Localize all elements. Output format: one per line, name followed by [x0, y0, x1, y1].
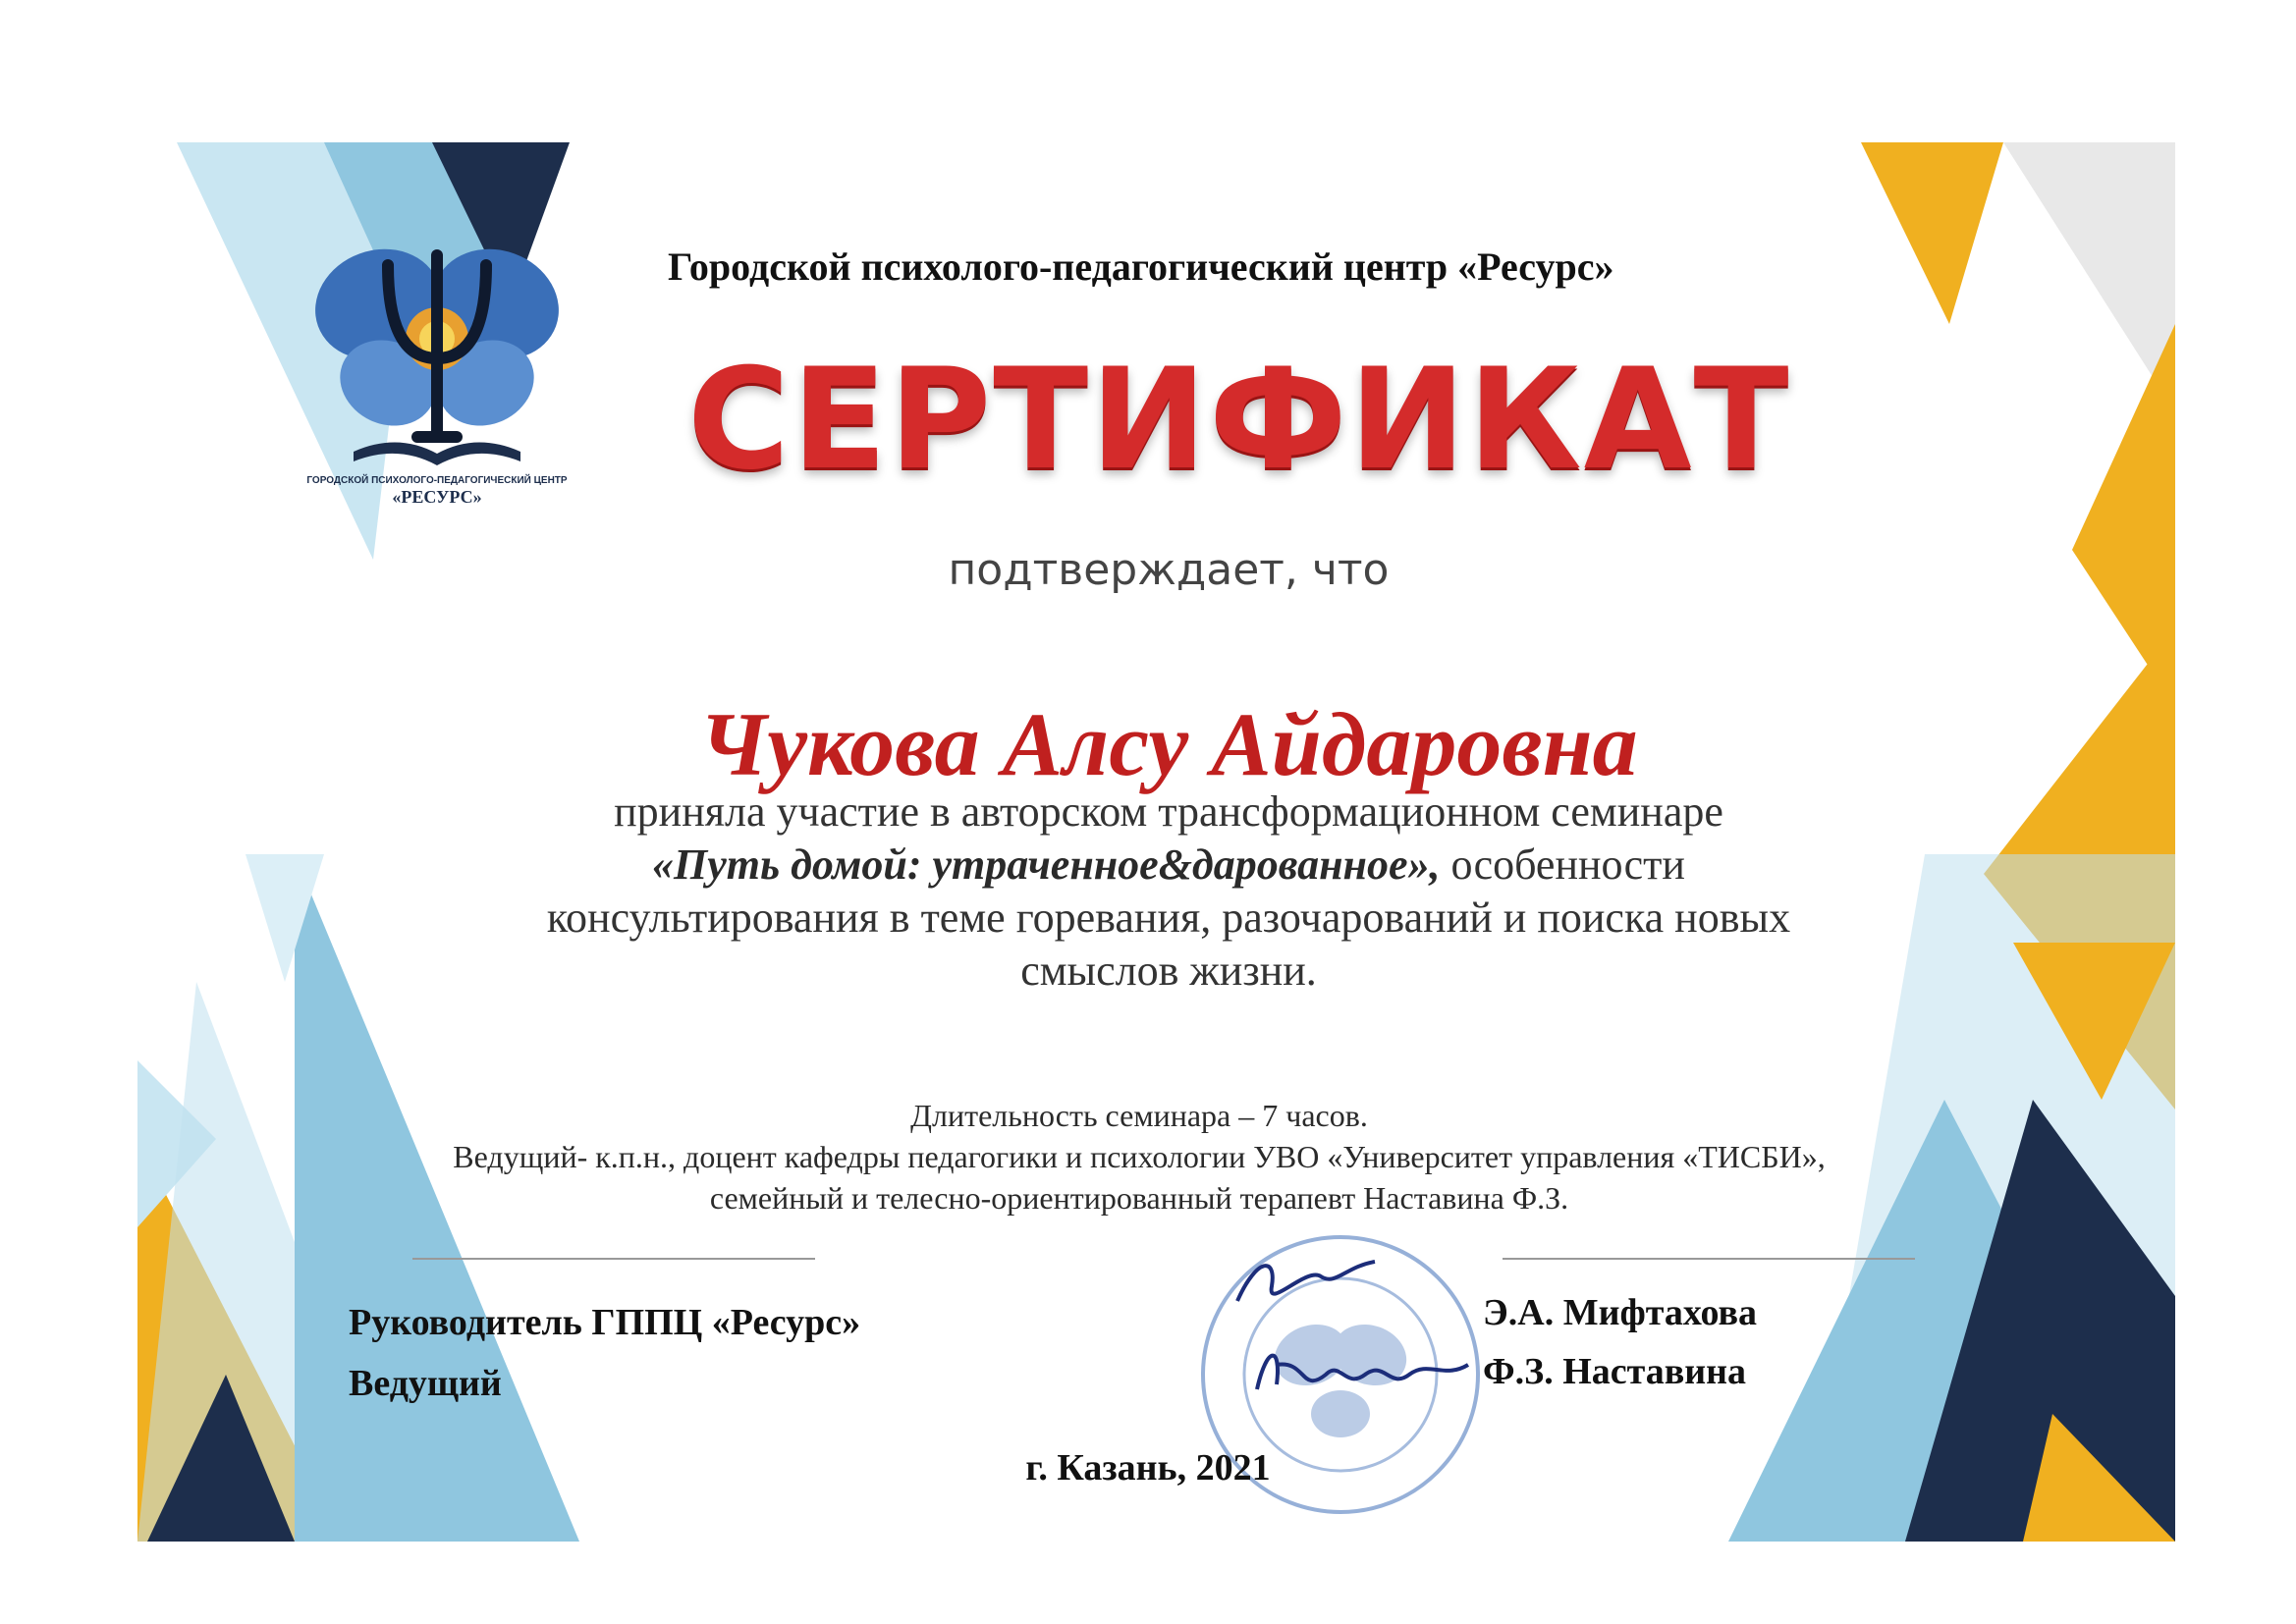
body-line: смыслов жизни.: [1020, 947, 1317, 995]
confirms-text: подтверждает, что: [948, 545, 1390, 595]
body-line: [324, 839, 2013, 892]
body-line: консультирования в теме горевания, разочарований и поиска новых: [546, 893, 1791, 942]
bg-triangle: [2003, 142, 2175, 412]
seminar-title: «Путь домой: утраченное&дарованное»,: [652, 840, 1441, 889]
leader-info-line: семейный и телесно-ориентированный терапевт Наставина Ф.З.: [709, 1180, 1569, 1216]
leader-info-line: Ведущий- к.п.н., доцент кафедры педагогики и психологии УВО «Университет управления «ТИСБИ»,: [453, 1139, 1826, 1174]
logo-text-line2: «РЕСУРС»: [392, 487, 482, 507]
signer-role-leader: Ведущий: [349, 1363, 502, 1404]
body-line: приняла участие в авторском трансформационном семинаре: [614, 787, 1723, 836]
logo-text-line1: ГОРОДСКОЙ ПСИХОЛОГО-ПЕДАГОГИЧЕСКИЙ ЦЕНТР: [306, 475, 568, 486]
book-icon: [354, 442, 520, 465]
certificate-title: СЕРТИФИКАТ: [687, 339, 1791, 501]
certificate-body: [324, 785, 2013, 998]
signer-name-leader: Ф.З. Наставина: [1483, 1351, 1747, 1392]
signature-head: [1228, 1247, 1385, 1316]
center-logo: [295, 226, 579, 511]
signature-leader: [1247, 1335, 1473, 1404]
signer-role-head: Руководитель ГППЦ «Ресурс»: [349, 1302, 861, 1343]
city-year: г. Казань, 2021: [1025, 1447, 1271, 1489]
signer-name-head: Э.А. Мифтахова: [1483, 1292, 1758, 1333]
duration-text: Длительность семинара – 7 часов.: [910, 1098, 1368, 1133]
seminar-details: [324, 1095, 1954, 1218]
recipient-name: Чукова Алсу Айдаровна: [699, 694, 1638, 794]
body-text-fragment: особенности: [1440, 840, 1685, 889]
organization-name: Городской психолого-педагогический центр «Ресурс»: [668, 244, 1614, 289]
bg-triangle: [1861, 142, 2003, 324]
